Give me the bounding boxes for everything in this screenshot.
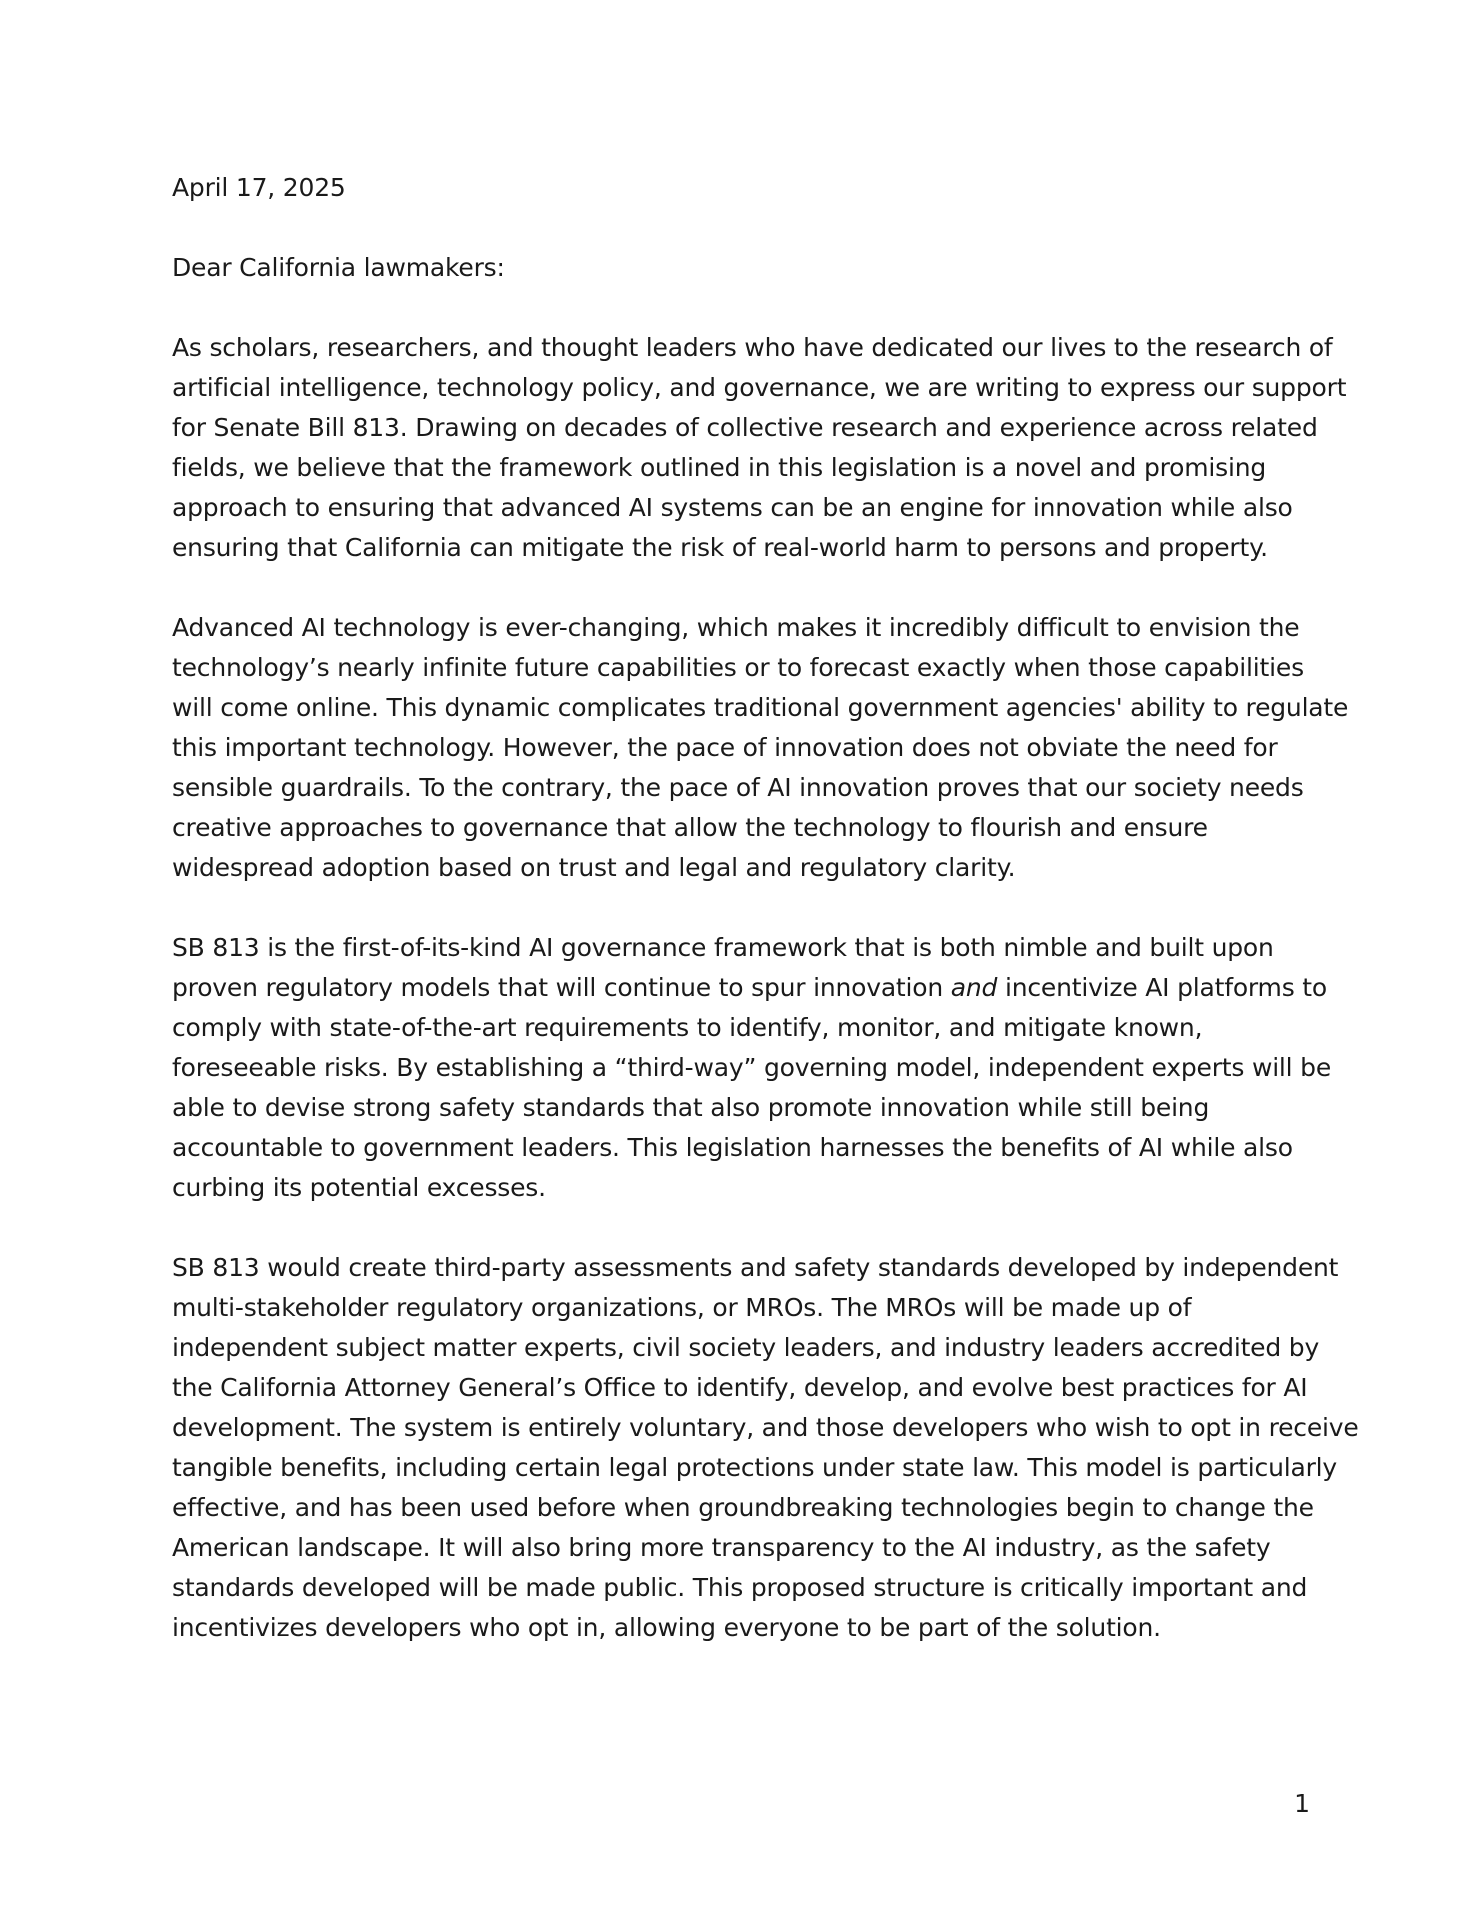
paragraph-line: the California Attorney General’s Office to identify, develop, and evolve best practices for AI bbox=[172, 1373, 1308, 1402]
paragraph-line: widespread adoption based on trust and legal and regulatory clarity. bbox=[172, 853, 1016, 882]
paragraph-line: curbing its potential excesses. bbox=[172, 1173, 546, 1202]
letter-salutation: Dear California lawmakers: bbox=[172, 253, 505, 282]
line-text: incentivize AI platforms to bbox=[997, 973, 1327, 1002]
paragraph-line: creative approaches to governance that allow the technology to flourish and ensure bbox=[172, 813, 1208, 842]
paragraph-line: SB 813 would create third-party assessments and safety standards developed by independent bbox=[172, 1253, 1339, 1282]
paragraph-line: tangible benefits, including certain legal protections under state law. This model is particularly bbox=[172, 1453, 1338, 1482]
paragraph-line: multi-stakeholder regulatory organizations, or MROs. The MROs will be made up of bbox=[172, 1293, 1192, 1322]
paragraph-line: approach to ensuring that advanced AI systems can be an engine for innovation while also bbox=[172, 493, 1293, 522]
paragraph-line: fields, we believe that the framework outlined in this legislation is a novel and promising bbox=[172, 453, 1267, 482]
paragraph-line: development. The system is entirely voluntary, and those developers who wish to opt in receive bbox=[172, 1413, 1359, 1442]
paragraph-line: for Senate Bill 813. Drawing on decades of collective research and experience across related bbox=[172, 413, 1318, 442]
paragraph-line: able to devise strong safety standards that also promote innovation while still being bbox=[172, 1093, 1210, 1122]
paragraph-line: As scholars, researchers, and thought leaders who have dedicated our lives to the research of bbox=[172, 333, 1333, 362]
paragraph-line: this important technology. However, the pace of innovation does not obviate the need for bbox=[172, 733, 1278, 762]
paragraph-line: ensuring that California can mitigate the risk of real-world harm to persons and property. bbox=[172, 533, 1268, 562]
paragraph-line: effective, and has been used before when groundbreaking technologies begin to change the bbox=[172, 1493, 1314, 1522]
paragraph-line: technology’s nearly infinite future capabilities or to forecast exactly when those capabilities bbox=[172, 653, 1304, 682]
letter-paragraphs bbox=[172, 328, 1359, 1648]
paragraph-line: American landscape. It will also bring more transparency to the AI industry, as the safety bbox=[172, 1533, 1271, 1562]
letter-paragraph bbox=[172, 328, 1347, 568]
paragraph-line: will come online. This dynamic complicates traditional government agencies' ability to regulate bbox=[172, 693, 1349, 722]
emphasized-text: and bbox=[950, 973, 998, 1002]
paragraph-line: SB 813 is the first-of-its-kind AI governance framework that is both nimble and built upon bbox=[172, 933, 1274, 962]
line-text: proven regulatory models that will continue to spur innovation bbox=[172, 973, 951, 1002]
paragraph-line: Advanced AI technology is ever-changing, which makes it incredibly difficult to envision the bbox=[172, 613, 1300, 642]
letter-body bbox=[172, 168, 1359, 1648]
paragraph-line: artificial intelligence, technology policy, and governance, we are writing to express our support bbox=[172, 373, 1347, 402]
paragraph-line: comply with state-of-the-art requirements to identify, monitor, and mitigate known, bbox=[172, 1013, 1203, 1042]
letter-paragraph bbox=[172, 608, 1349, 888]
paragraph-line bbox=[172, 968, 1332, 1008]
letter-paragraph bbox=[172, 1248, 1359, 1648]
paragraph-line: standards developed will be made public. This proposed structure is critically important and bbox=[172, 1573, 1308, 1602]
letter-paragraph bbox=[172, 928, 1332, 1208]
letter-date: April 17, 2025 bbox=[172, 173, 346, 202]
paragraph-line: accountable to government leaders. This legislation harnesses the benefits of AI while also bbox=[172, 1133, 1293, 1162]
paragraph-line: sensible guardrails. To the contrary, the pace of AI innovation proves that our society needs bbox=[172, 773, 1304, 802]
page-number: 1 bbox=[1294, 1789, 1310, 1818]
paragraph-line: incentivizes developers who opt in, allowing everyone to be part of the solution. bbox=[172, 1613, 1161, 1642]
paragraph-line: foreseeable risks. By establishing a “third-way” governing model, independent experts will be bbox=[172, 1053, 1332, 1082]
paragraph-line: independent subject matter experts, civil society leaders, and industry leaders accredited by bbox=[172, 1333, 1320, 1362]
